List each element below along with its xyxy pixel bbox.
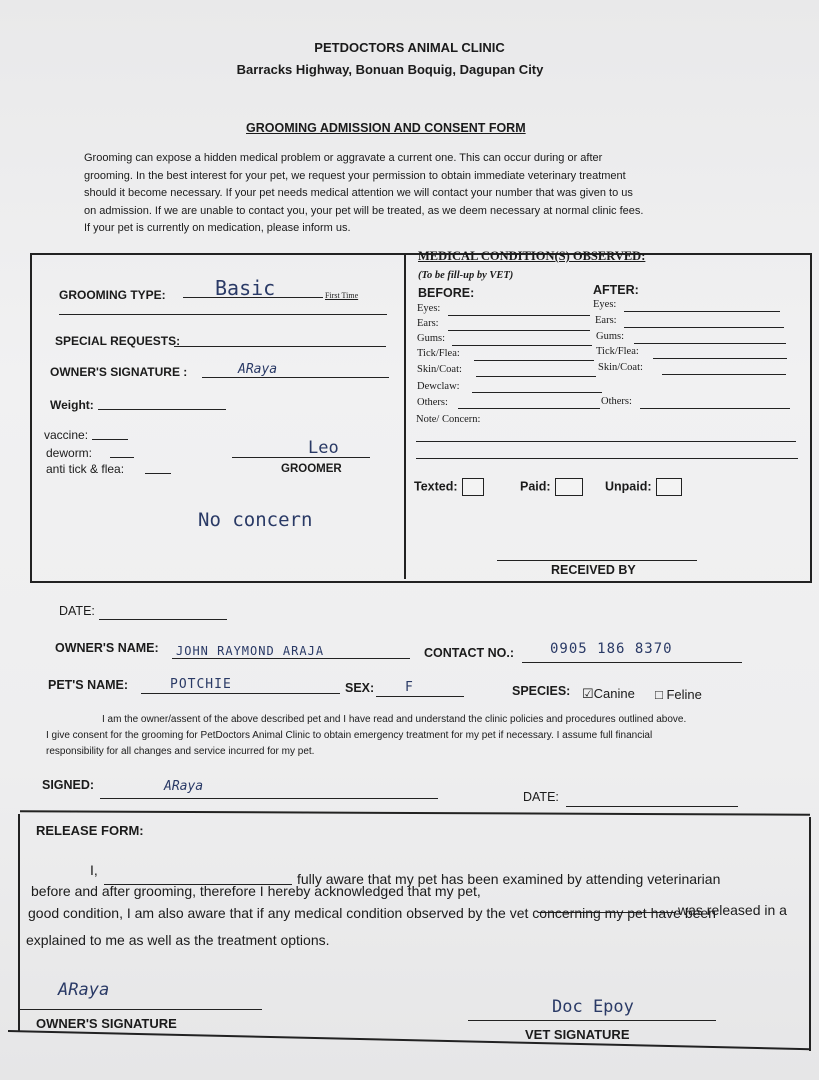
note-concern-label: Note/ Concern: <box>416 414 481 425</box>
release-vet-signature-line <box>468 1020 716 1021</box>
deworm-label: deworm: <box>46 446 93 460</box>
special-requests-label: SPECIAL REQUESTS: <box>55 334 181 348</box>
owner-name-label: OWNER'S NAME: <box>55 641 159 655</box>
paid-box[interactable] <box>555 478 583 496</box>
date2-line[interactable] <box>566 806 738 807</box>
first-time-label: First Time <box>325 291 359 300</box>
pet-name-line <box>141 693 340 694</box>
release-vet-signature-label: VET SIGNATURE <box>525 1027 630 1042</box>
species-label: SPECIES: <box>512 684 571 698</box>
note-line-1[interactable] <box>416 441 796 442</box>
date2-label: DATE: <box>523 790 559 804</box>
release-line3-end: was released in a <box>678 902 787 918</box>
release-bottom-border <box>8 1030 811 1050</box>
deworm-line[interactable] <box>110 457 134 458</box>
unpaid-checkbox[interactable] <box>605 478 682 496</box>
release-line4: explained to me as well as the treatment options. <box>26 932 330 948</box>
texted-box[interactable] <box>462 478 484 496</box>
after-ears-line[interactable] <box>624 327 784 328</box>
received-by-line[interactable] <box>497 560 697 561</box>
paid-checkbox[interactable] <box>520 478 583 496</box>
before-eyes-label: Eyes: <box>417 303 441 314</box>
grooming-type-value[interactable]: Basic <box>215 276 276 300</box>
after-others-line[interactable] <box>640 408 790 409</box>
anti-tick-line[interactable] <box>145 473 171 474</box>
consent-paragraph <box>46 712 746 760</box>
after-others-label: Others: <box>601 396 632 407</box>
received-by-label: RECEIVED BY <box>551 563 636 577</box>
weight-label: Weight: <box>50 398 94 412</box>
note-line-2[interactable] <box>416 458 798 459</box>
pet-name-value[interactable]: POTCHIE <box>170 677 232 692</box>
unpaid-label: Unpaid: <box>605 479 652 494</box>
note-value[interactable]: No concern <box>198 509 313 531</box>
clinic-name: PETDOCTORS ANIMAL CLINIC <box>314 40 505 55</box>
form-title: GROOMING ADMISSION AND CONSENT FORM <box>246 121 526 135</box>
intro-line: If your pet is currently on medication, please inform us. <box>84 222 351 234</box>
after-gums-line[interactable] <box>634 343 786 344</box>
before-dewclaw-line[interactable] <box>472 392 602 393</box>
consent-line: I am the owner/assent of the above described pet and I have read and understand the clinic policies and procedures outlined above. <box>102 714 687 725</box>
signed-line <box>100 798 438 799</box>
after-skin-line[interactable] <box>662 374 786 375</box>
sex-value[interactable]: F <box>405 680 413 695</box>
feline-label: Feline <box>666 687 702 702</box>
signed-value[interactable]: ARaya <box>164 779 204 794</box>
grooming-type-label: GROOMING TYPE: <box>59 288 166 302</box>
before-skin-label: Skin/Coat: <box>417 364 462 375</box>
canine-option[interactable] <box>582 686 635 702</box>
clinic-address: Barracks Highway, Bonuan Boquig, Dagupan City <box>236 62 544 77</box>
release-line1: fully aware that my pet has been examined by attending veterinarian <box>297 871 721 887</box>
consent-line: responsibility for all changes and service incurred for my pet. <box>46 746 315 757</box>
release-line3: good condition, I am also aware that if any medical condition observed by the vet concerning my pet have been <box>28 905 716 921</box>
release-owner-signature-label: OWNER'S SIGNATURE <box>36 1016 177 1031</box>
owner-name-line <box>172 658 410 659</box>
vaccine-line[interactable] <box>92 439 128 440</box>
unpaid-box[interactable] <box>656 478 682 496</box>
before-others-line[interactable] <box>458 408 600 409</box>
release-top-border <box>20 810 810 815</box>
consent-line: I give consent for the grooming for PetDoctors Animal Clinic to obtain emergency treatment for my pet if necessary. I assume full financial <box>46 730 653 741</box>
contact-label: CONTACT NO.: <box>424 646 515 660</box>
before-eyes-line[interactable] <box>448 315 590 316</box>
release-line2: before and after grooming, therefore I hereby acknowledged that my pet, <box>31 883 481 899</box>
vaccine-label: vaccine: <box>44 428 89 442</box>
feline-option[interactable] <box>655 687 702 702</box>
before-skin-line[interactable] <box>476 376 596 377</box>
medical-title: MEDICAL CONDITION(S) OBSERVED: <box>418 249 646 263</box>
groomer-label: GROOMER <box>281 463 342 475</box>
groomer-line <box>232 457 370 458</box>
texted-label: Texted: <box>414 479 458 494</box>
intro-paragraph <box>84 150 643 238</box>
after-skin-label: Skin/Coat: <box>598 362 643 373</box>
sex-line <box>376 696 464 697</box>
after-eyes-line[interactable] <box>624 311 780 312</box>
before-tick-line[interactable] <box>474 360 594 361</box>
before-gums-label: Gums: <box>417 333 446 344</box>
release-owner-signature-value[interactable]: ARaya <box>58 980 110 1000</box>
weight-line[interactable] <box>98 409 226 410</box>
owner-name-value[interactable]: JOHN RAYMOND ARAJA <box>176 644 325 658</box>
groomer-value[interactable]: Leo <box>308 438 339 458</box>
release-vet-signature-value[interactable]: Doc Epoy <box>552 997 634 1017</box>
after-gums-label: Gums: <box>596 331 625 342</box>
owner-signature-label: OWNER'S SIGNATURE : <box>50 365 188 379</box>
intro-line: should it become necessary. If your pet needs medical attention we will contact your number that was given to us <box>84 187 633 199</box>
before-others-label: Others: <box>417 397 448 408</box>
intro-line: on admission. If we are unable to contact you, your pet will be treated, as we deem necessary at normal clinic fees. <box>84 204 644 217</box>
release-right-border <box>809 817 811 1051</box>
intro-line: Grooming can expose a hidden medical problem or aggravate a current one. This can occur during or after <box>84 152 603 164</box>
panel-divider <box>404 255 406 579</box>
before-label: BEFORE: <box>418 286 475 300</box>
after-ears-label: Ears: <box>595 315 617 326</box>
signed-label: SIGNED: <box>42 778 95 792</box>
contact-line <box>522 662 742 663</box>
before-ears-line[interactable] <box>448 330 590 331</box>
before-gums-line[interactable] <box>452 345 592 346</box>
sex-label: SEX: <box>345 681 375 695</box>
before-dewclaw-label: Dewclaw: <box>417 381 460 392</box>
paid-label: Paid: <box>520 479 551 494</box>
after-label: AFTER: <box>593 283 639 297</box>
release-title: RELEASE FORM: <box>36 823 144 838</box>
after-eyes-label: Eyes: <box>593 299 617 310</box>
intro-line: grooming. In the best interest for your pet, we request your permission to obtain immediate veterinary treatment <box>84 169 626 182</box>
pet-name-label: PET'S NAME: <box>48 678 129 692</box>
before-tick-label: Tick/Flea: <box>417 348 460 359</box>
owner-signature-line <box>202 377 389 378</box>
date-label: DATE: <box>59 604 95 618</box>
date-line[interactable] <box>99 619 227 620</box>
after-tick-label: Tick/Flea: <box>596 346 639 357</box>
before-ears-label: Ears: <box>417 318 439 329</box>
contact-value[interactable]: 0905 186 8370 <box>550 641 673 657</box>
medical-subtitle: (To be fill-up by VET) <box>418 270 514 281</box>
feline-checkbox[interactable]: □ <box>655 687 667 702</box>
anti-tick-label: anti tick & flea: <box>46 462 125 476</box>
canine-checkbox-checked[interactable]: ☑ <box>582 686 594 701</box>
release-left-border <box>18 814 20 1032</box>
texted-checkbox[interactable] <box>414 478 484 496</box>
owner-signature-value[interactable]: ARaya <box>238 362 278 377</box>
canine-label: Canine <box>593 686 635 701</box>
after-tick-line[interactable] <box>653 358 787 359</box>
special-requests-line[interactable] <box>174 346 386 347</box>
release-i-label: I, <box>90 862 98 878</box>
release-owner-signature-line <box>18 1009 262 1010</box>
grooming-extra-line <box>59 314 387 315</box>
